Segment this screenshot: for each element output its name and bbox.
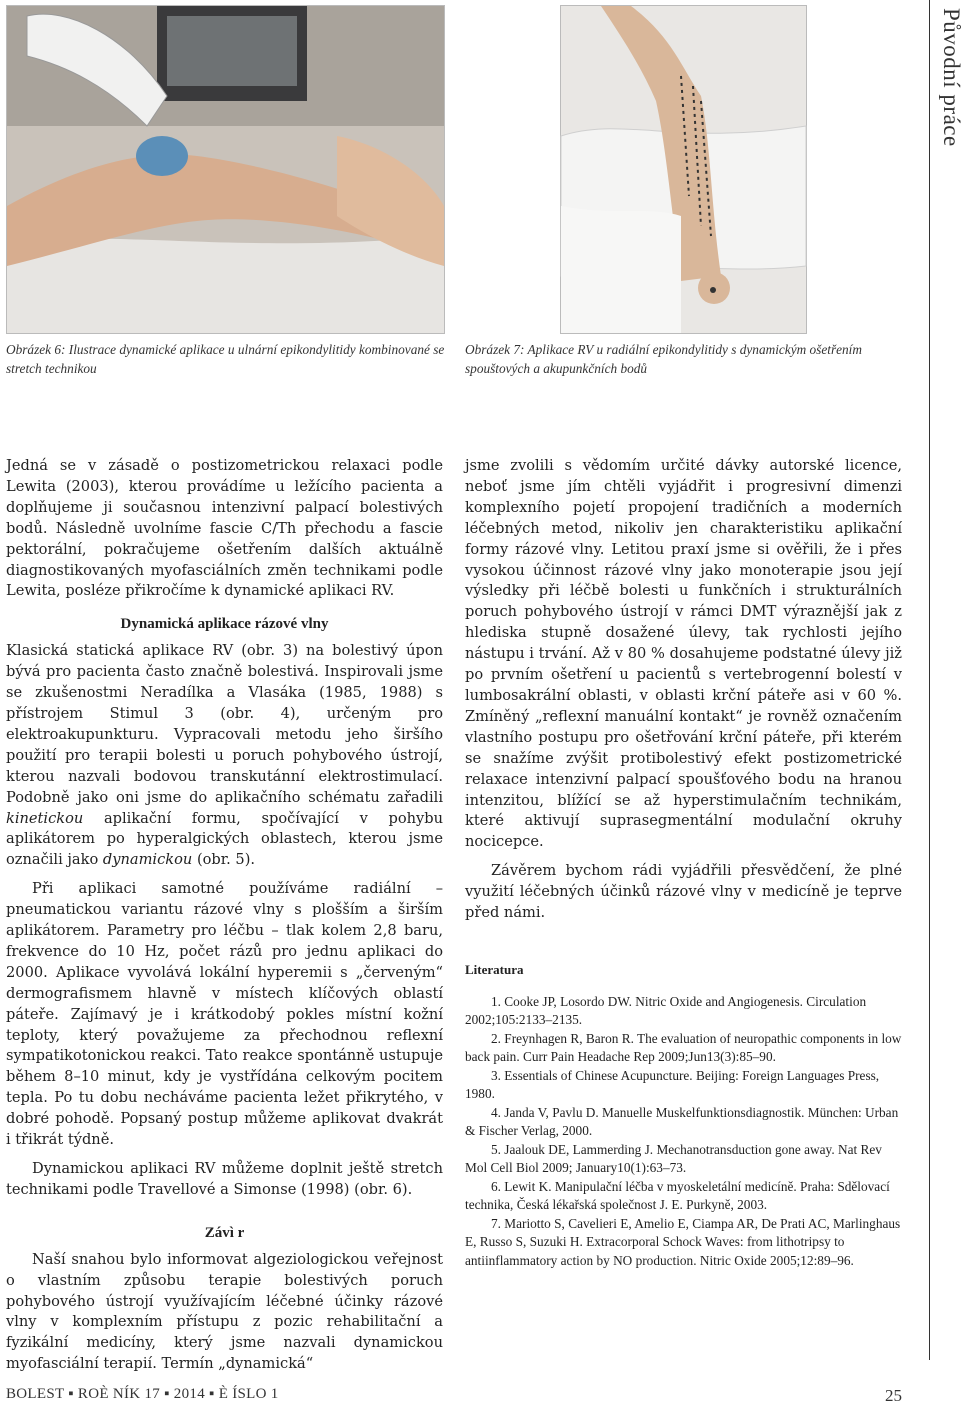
figure-7-photo: [560, 5, 807, 334]
paragraph: Jedná se v zásadě o postizometrickou relaxaci podle Lewita (2003), kterou provádíme u ležícího pacienta a doplňujeme ji současnou intenzivní palpací bolestivých bodů. Následně uvolníme fascie C/Th přechodu a fascie pektorální, pokračujeme ošetřením dalších aktuálně diagnostikovaných myofasciálních změn technikami podle Lewita, posléze přikročíme k dynamické aplikaci RV.: [6, 457, 443, 600]
figure-7-illustration: [561, 6, 806, 333]
literature-heading: Literatura: [465, 961, 524, 977]
page-number: 25: [885, 1386, 902, 1405]
emphasis-kinetic: kinetickou: [6, 809, 84, 827]
reference-item: 7. Mariotto S, Cavelieri E, Amelio E, Ciampa AR, De Prati AC, Marlinghaus E, Russo S, Suzuki H. Extracorporal Schock Waves: from lithotripsy to antiinflammatory action by NO production. Nitric Oxide 2005;12:89–96.: [465, 1215, 901, 1268]
reference-item: 5. Jaalouk DE, Lammerding J. Mechanotransduction gone away. Nat Rev Mol Cell Biol 2009; January10(1):63–73.: [465, 1141, 882, 1176]
reference-item: 1. Cooke JP, Losordo DW. Nitric Oxide and Angiogenesis. Circulation 2002;105:2133–2135.: [465, 993, 867, 1028]
reference-item: 2. Freynhagen R, Baron R. The evaluation of neuropathic components in low back pain. Curr Pain Headache Rep 2009;Jun13(3):85–90.: [465, 1030, 902, 1065]
paragraph-text: aplikační formu, spočívající v pohybu aplikátorem po hyperalgických oblastech, kterou jsme označili jako: [6, 809, 444, 869]
figure-6-photo: [6, 5, 445, 334]
paragraph: jsme zvolili s vědomím určité dávky autorské licence, neboť jsme jím chtěli vyjádřit i progresivní dimenzi komplexního pojetí propojení tradičních a moderních léčebných metod, nikoliv jen charakteristiku aplikační formy rázové vlny. Letitou praxí jsme si ověřili, že i přes vysokou účinnost rázové vlny jako monoterapie jsou její výsledky při léčbě bolesti u funkčních i strukturálních poruch pohybového ústrojí v rámci DMT výraznější jak z hlediska stupně dosažené úlevy, tak rychlosti jejího nástupu i trvání. Až v 80 % dosahujeme podstatné úlevy již po prvním ošetření u pacientů s vertebrogenní bolestí v lumbosakrální oblasti, v oblasti krční páteře asi v 60 %. Zmíněný „reflexní manuální kontakt“ je rovněž označením vlastního postupu pro ošetřování krční páteře, při kterém se snažíme zvýšit protibolestivý efekt postizometrické relaxace intenzivní palpací spoušťového bodu na hranou intenzitou, blížící se až hyperstimulačním technikám, které aktivují suprasegmentální modulační okruhy nocicepce.: [465, 457, 902, 851]
heading-conclusion: Závì r: [204, 1224, 245, 1241]
right-column: [465, 456, 902, 1270]
reference-list: [465, 993, 902, 1271]
reference-item: 6. Lewit K. Manipulační léčba v myoskeletální medicíně. Praha: Sdělovací technika, Česká lékařská společnost J. E. Purkyně, 2003.: [465, 1178, 890, 1213]
paragraph-text: Klasická statická aplikace RV (obr. 3) na bolestivý úpon bývá pro pacienta často značně bolestivá. Inspirovali jsme se zkušenostmi Neradílka a Vlasáka (1985, 1988) s přístrojem Stimul 3 (obr. 4), určeným pro elektroakupunkturu. Vypracovali metodu jeho širšího použití pro terapii bolesti u poruch pohybového ústrojí, kterou nazvali bodovou transkutánní elektrostimulací. Podobně jako oni jsme do aplikačního schématu zařadili: [6, 642, 443, 806]
heading-dynamic-application: Dynamická aplikace rázové vlny: [120, 616, 329, 633]
emphasis-dynamic: dynamickou: [102, 851, 193, 869]
paragraph: Závěrem bychom rádi vyjádřili přesvědčení, že plné využití léčebných účinků rázové vlny v medicíně je teprve před námi.: [465, 862, 902, 922]
paragraph: Naší snahou bylo informovat algeziologickou veřejnost o vlastním způsobu terapie bolestivých poruch pohybového ústrojí využívajícím léčebné účinky rázové vlny v komplexním přístupu z pozic rehabilitační a fyzikální medicíny, který jsme nazvali dynamickou myofasciální terapií. Termín „dynamická“: [6, 1250, 443, 1373]
left-column: [6, 456, 443, 1375]
reference-item: 4. Janda V, Pavlu D. Manuelle Muskelfunktionsdiagnostik. München: Urban & Fischer Verlag, 2000.: [465, 1104, 899, 1139]
paragraph: Dynamickou aplikaci RV můžeme doplnit ještě stretch technikami podle Travellové a Simonse (1998) (obr. 6).: [6, 1160, 443, 1198]
figure-7-caption: Obrázek 7: Aplikace RV u radiální epikondylitidy s dynamickým ošetřením spouštových a akupunkčních bodů: [465, 342, 862, 376]
footer-journal-info: BOLEST ▪ ROÈ NÍK 17 ▪ 2014 ▪ È ÍSLO 1: [6, 1386, 279, 1402]
figure-6-illustration: [7, 6, 444, 333]
paragraph-text: (obr. 5).: [196, 851, 256, 869]
section-divider-line: [929, 0, 930, 1360]
paragraph: [6, 641, 443, 871]
paragraph: Při aplikaci samotné používáme radiální – pneumatickou variantu rázové vlny s plošším a širším aplikátorem. Parametry pro léčbu – tlak kolem 2,8 baru, frekvence do 10 Hz, počet rázů pro jednu aplikaci do 2000. Aplikace vyvolává lokální hyperemii s „červeným“ dermografismem hlavně v místech klíčových oblastí páteře. Zajímavý je i krátkodobý pokles místní kožní teploty, který považujeme za přechodnou reflexní sympatikotonickou reakci. Tato reakce spontánně ustupuje během 8–10 minut, kdy je vystřídána celkovým pocitem tepla. Po tu dobu necháváme pacienta ležet přikrytého, v dobré pohodě. Popsaný postup můžeme aplikovat dvakrát i třikrát týdně.: [6, 880, 443, 1149]
section-label: Původní práce: [939, 8, 964, 147]
reference-item: 3. Essentials of Chinese Acupuncture. Beijing: Foreign Languages Press, 1980.: [465, 1067, 880, 1102]
figure-6-caption: Obrázek 6: Ilustrace dynamické aplikace u ulnární epikondylitidy kombinované se stretch technikou: [6, 342, 445, 376]
